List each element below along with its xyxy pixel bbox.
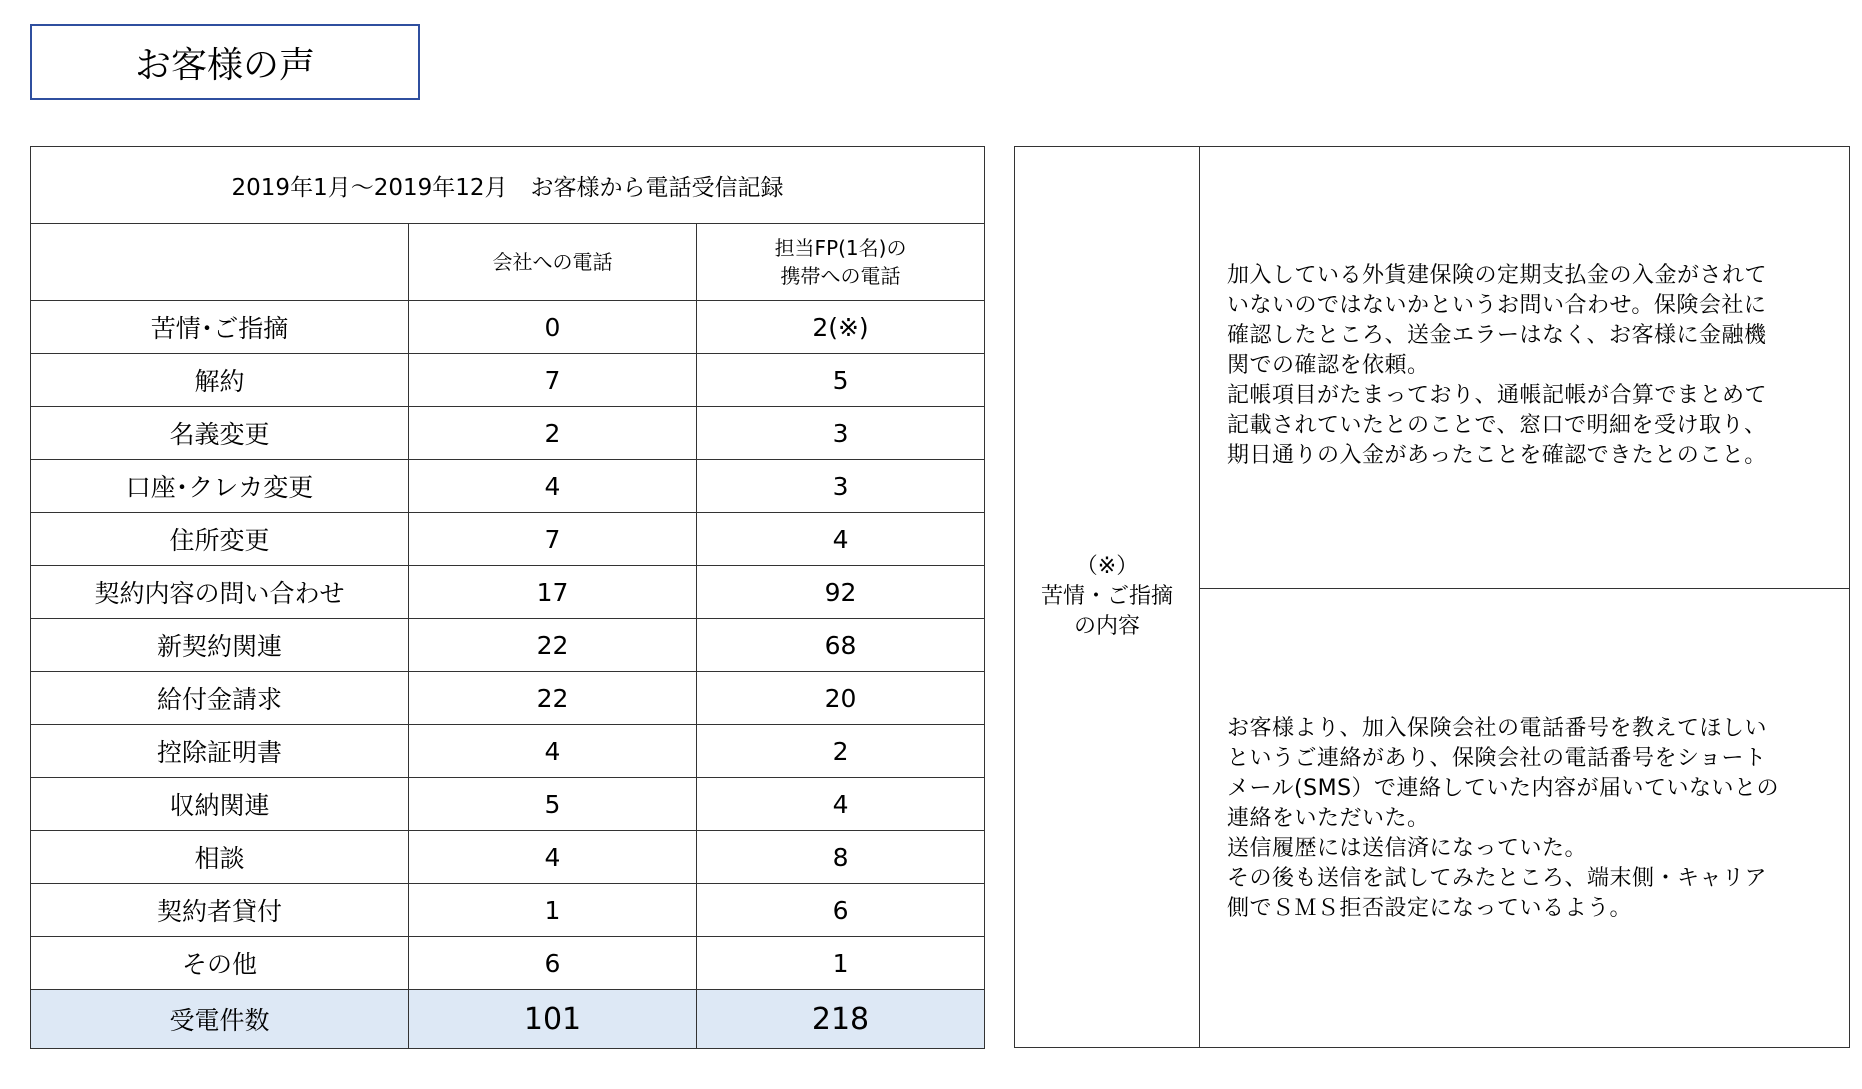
row-label: 収納関連: [31, 778, 409, 831]
complaint-label-line3: の内容: [1073, 614, 1140, 639]
row-company-count: 5: [409, 778, 697, 831]
complaint-detail-label: [1015, 147, 1200, 1047]
table-header-row: [31, 224, 985, 301]
page-title-box: [30, 24, 420, 100]
row-fp-count: 3: [697, 460, 985, 513]
complaint-detail-text-1: 加入している外貨建保険の定期支払金の入金がされて いないのではないかというお問い合わせ。保険会社に 確認したところ、送金エラーはなく、お客様に金融機 関での確認を依頼。 記帳項目がたまっており、通帳記帳が合算でまとめて 記載されていたとのことで、窓口で明細を受け取り、 期日通りの入金があったことを確認できたとのこと。: [1227, 263, 1768, 468]
row-company-count: 4: [409, 831, 697, 884]
table-row: [31, 884, 985, 937]
row-company-count: 4: [409, 725, 697, 778]
row-company-count: 7: [409, 354, 697, 407]
table-row: [31, 778, 985, 831]
row-fp-count: 4: [697, 778, 985, 831]
row-label: 解約: [31, 354, 409, 407]
table-row: [31, 566, 985, 619]
row-label: 苦情･ご指摘: [31, 301, 409, 354]
header-blank: [31, 224, 409, 301]
row-label: 住所変更: [31, 513, 409, 566]
row-label: 契約者貸付: [31, 884, 409, 937]
header-fp-line2: 携帯への電話: [780, 264, 901, 288]
header-fp-calls: [697, 224, 985, 301]
table-caption-row: [31, 147, 985, 224]
row-fp-count: 68: [697, 619, 985, 672]
complaint-label-line2: 苦情・ご指摘: [1040, 584, 1173, 609]
row-label: 給付金請求: [31, 672, 409, 725]
row-label: 契約内容の問い合わせ: [31, 566, 409, 619]
table-row: [31, 354, 985, 407]
row-label: 控除証明書: [31, 725, 409, 778]
total-fp-count: 218: [697, 990, 985, 1049]
row-fp-count: 8: [697, 831, 985, 884]
row-company-count: 17: [409, 566, 697, 619]
page-title: お客様の声: [134, 44, 315, 86]
row-fp-count: 5: [697, 354, 985, 407]
row-company-count: 2: [409, 407, 697, 460]
table-row: [31, 407, 985, 460]
header-fp-line1: 担当FP(1名)の: [774, 236, 907, 260]
total-label: 受電件数: [31, 990, 409, 1049]
row-fp-count: 92: [697, 566, 985, 619]
table-caption: 2019年1月～2019年12月 お客様から電話受信記録: [31, 147, 985, 224]
row-company-count: 6: [409, 937, 697, 990]
table-row: [31, 831, 985, 884]
row-fp-count: 4: [697, 513, 985, 566]
row-fp-count: 6: [697, 884, 985, 937]
row-fp-count: 2(※): [697, 301, 985, 354]
table-row: [31, 619, 985, 672]
row-company-count: 7: [409, 513, 697, 566]
row-company-count: 0: [409, 301, 697, 354]
complaint-label-line1: （※）: [1075, 554, 1139, 579]
table-row: [31, 672, 985, 725]
table-row: [31, 513, 985, 566]
row-fp-count: 20: [697, 672, 985, 725]
row-company-count: 1: [409, 884, 697, 937]
row-label: 新契約関連: [31, 619, 409, 672]
total-company-count: 101: [409, 990, 697, 1049]
call-record-table: [30, 146, 985, 1049]
header-company-calls: 会社への電話: [409, 224, 697, 301]
row-company-count: 22: [409, 619, 697, 672]
total-row: [31, 990, 985, 1049]
row-company-count: 4: [409, 460, 697, 513]
table-row: [31, 301, 985, 354]
row-label: 口座･クレカ変更: [31, 460, 409, 513]
row-label: 名義変更: [31, 407, 409, 460]
complaint-detail-cell-1: [1200, 147, 1849, 589]
table-row: [31, 725, 985, 778]
complaint-detail-cell-2: [1200, 589, 1849, 1047]
row-company-count: 22: [409, 672, 697, 725]
table-row: [31, 460, 985, 513]
row-fp-count: 3: [697, 407, 985, 460]
table-row: [31, 937, 985, 990]
row-fp-count: 1: [697, 937, 985, 990]
complaint-detail-text-2: お客様より、加入保険会社の電話番号を教えてほしい というご連絡があり、保険会社の電話番号をショート メール(SMS）で連絡していた内容が届いていないとの 連絡をいただいた。 送信履歴には送信済になっていた。 その後も送信を試してみたところ、端末側・キャリア 側でＳＭＳ拒否設定になっているよう。: [1227, 716, 1780, 921]
row-label: その他: [31, 937, 409, 990]
complaint-detail-table: [1014, 146, 1850, 1048]
row-label: 相談: [31, 831, 409, 884]
row-fp-count: 2: [697, 725, 985, 778]
